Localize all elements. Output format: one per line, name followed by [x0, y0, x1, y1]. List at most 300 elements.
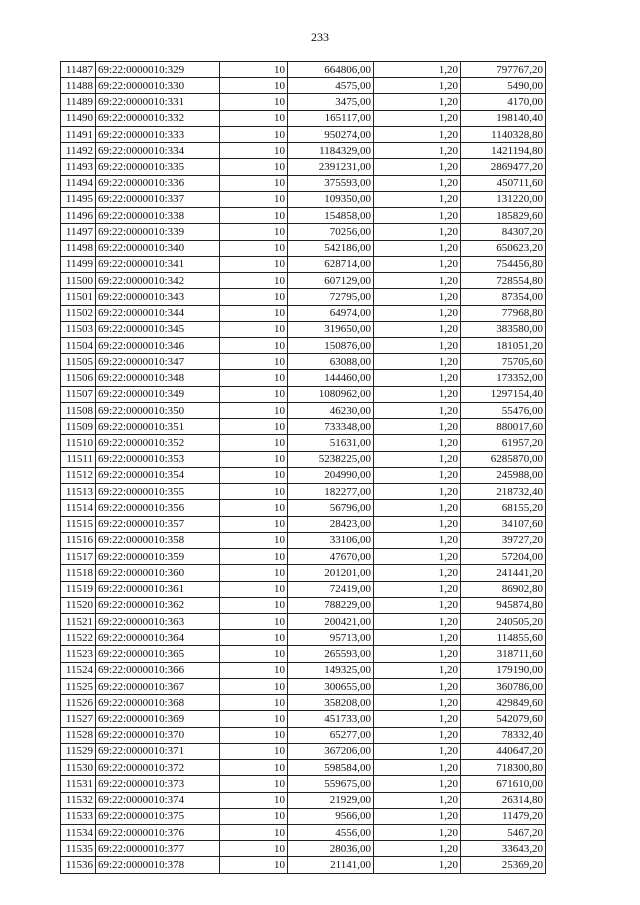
- base-value-cell: 1184329,00: [288, 143, 374, 159]
- coefficient-code-cell: 10: [220, 386, 288, 402]
- cadastral-number-cell: 69:22:0000010:339: [96, 224, 220, 240]
- result-value-cell: 429849,60: [461, 695, 546, 711]
- result-value-cell: 181051,20: [461, 337, 546, 353]
- result-value-cell: 240505,20: [461, 613, 546, 629]
- table-row: [61, 581, 546, 597]
- cadastral-number-cell: 69:22:0000010:344: [96, 305, 220, 321]
- table-row: [61, 484, 546, 500]
- result-value-cell: 78332,40: [461, 727, 546, 743]
- base-value-cell: 72419,00: [288, 581, 374, 597]
- cadastral-number-cell: 69:22:0000010:329: [96, 62, 220, 78]
- table-row: [61, 760, 546, 776]
- cadastral-number-cell: 69:22:0000010:331: [96, 94, 220, 110]
- base-value-cell: 607129,00: [288, 273, 374, 289]
- cadastral-number-cell: 69:22:0000010:357: [96, 516, 220, 532]
- table-row: [61, 62, 546, 78]
- result-value-cell: 218732,40: [461, 484, 546, 500]
- correction-factor-cell: 1,20: [374, 354, 461, 370]
- base-value-cell: 950274,00: [288, 126, 374, 142]
- correction-factor-cell: 1,20: [374, 662, 461, 678]
- result-value-cell: 77968,80: [461, 305, 546, 321]
- cadastral-number-cell: 69:22:0000010:360: [96, 565, 220, 581]
- row-number-cell: 11520: [61, 597, 96, 613]
- coefficient-code-cell: 10: [220, 435, 288, 451]
- cadastral-number-cell: 69:22:0000010:370: [96, 727, 220, 743]
- cadastral-number-cell: 69:22:0000010:346: [96, 337, 220, 353]
- correction-factor-cell: 1,20: [374, 191, 461, 207]
- base-value-cell: 4556,00: [288, 825, 374, 841]
- base-value-cell: 33106,00: [288, 532, 374, 548]
- cadastral-number-cell: 69:22:0000010:337: [96, 191, 220, 207]
- row-number-cell: 11513: [61, 484, 96, 500]
- row-number-cell: 11490: [61, 110, 96, 126]
- coefficient-code-cell: 10: [220, 484, 288, 500]
- base-value-cell: 21929,00: [288, 792, 374, 808]
- cadastral-number-cell: 69:22:0000010:332: [96, 110, 220, 126]
- base-value-cell: 358208,00: [288, 695, 374, 711]
- row-number-cell: 11506: [61, 370, 96, 386]
- coefficient-code-cell: 10: [220, 305, 288, 321]
- coefficient-code-cell: 10: [220, 662, 288, 678]
- correction-factor-cell: 1,20: [374, 597, 461, 613]
- table-row: [61, 143, 546, 159]
- table-row: [61, 711, 546, 727]
- row-number-cell: 11511: [61, 451, 96, 467]
- correction-factor-cell: 1,20: [374, 484, 461, 500]
- row-number-cell: 11534: [61, 825, 96, 841]
- correction-factor-cell: 1,20: [374, 678, 461, 694]
- cadastral-number-cell: 69:22:0000010:364: [96, 630, 220, 646]
- coefficient-code-cell: 10: [220, 678, 288, 694]
- coefficient-code-cell: 10: [220, 792, 288, 808]
- cadastral-number-cell: 69:22:0000010:347: [96, 354, 220, 370]
- cadastral-number-cell: 69:22:0000010:378: [96, 857, 220, 873]
- cadastral-number-cell: 69:22:0000010:349: [96, 386, 220, 402]
- coefficient-code-cell: 10: [220, 597, 288, 613]
- result-value-cell: 84307,20: [461, 224, 546, 240]
- base-value-cell: 21141,00: [288, 857, 374, 873]
- table-row: [61, 435, 546, 451]
- cadastral-number-cell: 69:22:0000010:336: [96, 175, 220, 191]
- row-number-cell: 11522: [61, 630, 96, 646]
- correction-factor-cell: 1,20: [374, 224, 461, 240]
- cadastral-number-cell: 69:22:0000010:353: [96, 451, 220, 467]
- cadastral-number-cell: 69:22:0000010:359: [96, 549, 220, 565]
- correction-factor-cell: 1,20: [374, 565, 461, 581]
- base-value-cell: 56796,00: [288, 500, 374, 516]
- table-row: [61, 337, 546, 353]
- base-value-cell: 28423,00: [288, 516, 374, 532]
- result-value-cell: 185829,60: [461, 208, 546, 224]
- correction-factor-cell: 1,20: [374, 630, 461, 646]
- row-number-cell: 11523: [61, 646, 96, 662]
- base-value-cell: 72795,00: [288, 289, 374, 305]
- table-row: [61, 256, 546, 272]
- cadastral-number-cell: 69:22:0000010:368: [96, 695, 220, 711]
- base-value-cell: 46230,00: [288, 402, 374, 418]
- page-number: 233: [311, 30, 329, 44]
- base-value-cell: 9566,00: [288, 808, 374, 824]
- base-value-cell: 65277,00: [288, 727, 374, 743]
- cadastral-number-cell: 69:22:0000010:343: [96, 289, 220, 305]
- cadastral-number-cell: 69:22:0000010:352: [96, 435, 220, 451]
- row-number-cell: 11497: [61, 224, 96, 240]
- base-value-cell: 265593,00: [288, 646, 374, 662]
- result-value-cell: 39727,20: [461, 532, 546, 548]
- table-row: [61, 208, 546, 224]
- row-number-cell: 11495: [61, 191, 96, 207]
- coefficient-code-cell: 10: [220, 711, 288, 727]
- coefficient-code-cell: 10: [220, 500, 288, 516]
- correction-factor-cell: 1,20: [374, 305, 461, 321]
- correction-factor-cell: 1,20: [374, 857, 461, 873]
- cadastral-number-cell: 69:22:0000010:338: [96, 208, 220, 224]
- row-number-cell: 11493: [61, 159, 96, 175]
- table-row: [61, 825, 546, 841]
- table-row: [61, 94, 546, 110]
- result-value-cell: 33643,20: [461, 841, 546, 857]
- row-number-cell: 11491: [61, 126, 96, 142]
- coefficient-code-cell: 10: [220, 256, 288, 272]
- row-number-cell: 11526: [61, 695, 96, 711]
- table-row: [61, 191, 546, 207]
- base-value-cell: 319650,00: [288, 321, 374, 337]
- result-value-cell: 945874,80: [461, 597, 546, 613]
- row-number-cell: 11508: [61, 402, 96, 418]
- table-row: [61, 776, 546, 792]
- table-row: [61, 224, 546, 240]
- row-number-cell: 11509: [61, 419, 96, 435]
- coefficient-code-cell: 10: [220, 240, 288, 256]
- result-value-cell: 5467,20: [461, 825, 546, 841]
- correction-factor-cell: 1,20: [374, 110, 461, 126]
- correction-factor-cell: 1,20: [374, 841, 461, 857]
- base-value-cell: 204990,00: [288, 467, 374, 483]
- result-value-cell: 360786,00: [461, 678, 546, 694]
- coefficient-code-cell: 10: [220, 630, 288, 646]
- table-row: [61, 386, 546, 402]
- correction-factor-cell: 1,20: [374, 695, 461, 711]
- table-row: [61, 175, 546, 191]
- base-value-cell: 664806,00: [288, 62, 374, 78]
- cadastral-number-cell: 69:22:0000010:355: [96, 484, 220, 500]
- row-number-cell: 11507: [61, 386, 96, 402]
- result-value-cell: 25369,20: [461, 857, 546, 873]
- cadastral-number-cell: 69:22:0000010:348: [96, 370, 220, 386]
- row-number-cell: 11503: [61, 321, 96, 337]
- cadastral-number-cell: 69:22:0000010:372: [96, 760, 220, 776]
- coefficient-code-cell: 10: [220, 419, 288, 435]
- result-value-cell: 383580,00: [461, 321, 546, 337]
- row-number-cell: 11500: [61, 273, 96, 289]
- result-value-cell: 26314,80: [461, 792, 546, 808]
- table-row: [61, 240, 546, 256]
- result-value-cell: 1140328,80: [461, 126, 546, 142]
- row-number-cell: 11531: [61, 776, 96, 792]
- table-row: [61, 727, 546, 743]
- coefficient-code-cell: 10: [220, 110, 288, 126]
- cadastral-number-cell: 69:22:0000010:330: [96, 78, 220, 94]
- result-value-cell: 55476,00: [461, 402, 546, 418]
- coefficient-code-cell: 10: [220, 208, 288, 224]
- result-value-cell: 114855,60: [461, 630, 546, 646]
- cadastral-number-cell: 69:22:0000010:377: [96, 841, 220, 857]
- table-row: [61, 419, 546, 435]
- base-value-cell: 1080962,00: [288, 386, 374, 402]
- result-value-cell: 1421194,80: [461, 143, 546, 159]
- correction-factor-cell: 1,20: [374, 516, 461, 532]
- base-value-cell: 200421,00: [288, 613, 374, 629]
- table-row: [61, 792, 546, 808]
- row-number-cell: 11525: [61, 678, 96, 694]
- coefficient-code-cell: 10: [220, 808, 288, 824]
- base-value-cell: 2391231,00: [288, 159, 374, 175]
- base-value-cell: 542186,00: [288, 240, 374, 256]
- row-number-cell: 11532: [61, 792, 96, 808]
- cadastral-number-cell: 69:22:0000010:354: [96, 467, 220, 483]
- cadastral-number-cell: 69:22:0000010:376: [96, 825, 220, 841]
- correction-factor-cell: 1,20: [374, 386, 461, 402]
- result-value-cell: 57204,00: [461, 549, 546, 565]
- base-value-cell: 628714,00: [288, 256, 374, 272]
- coefficient-code-cell: 10: [220, 159, 288, 175]
- result-value-cell: 4170,00: [461, 94, 546, 110]
- row-number-cell: 11515: [61, 516, 96, 532]
- cadastral-number-cell: 69:22:0000010:358: [96, 532, 220, 548]
- correction-factor-cell: 1,20: [374, 451, 461, 467]
- base-value-cell: 182277,00: [288, 484, 374, 500]
- correction-factor-cell: 1,20: [374, 143, 461, 159]
- cadastral-number-cell: 69:22:0000010:363: [96, 613, 220, 629]
- coefficient-code-cell: 10: [220, 273, 288, 289]
- coefficient-code-cell: 10: [220, 337, 288, 353]
- result-value-cell: 542079,60: [461, 711, 546, 727]
- cadastral-value-table: [60, 61, 546, 874]
- base-value-cell: 70256,00: [288, 224, 374, 240]
- base-value-cell: 64974,00: [288, 305, 374, 321]
- row-number-cell: 11517: [61, 549, 96, 565]
- row-number-cell: 11519: [61, 581, 96, 597]
- correction-factor-cell: 1,20: [374, 240, 461, 256]
- correction-factor-cell: 1,20: [374, 273, 461, 289]
- base-value-cell: 300655,00: [288, 678, 374, 694]
- row-number-cell: 11504: [61, 337, 96, 353]
- base-value-cell: 150876,00: [288, 337, 374, 353]
- row-number-cell: 11535: [61, 841, 96, 857]
- table-row: [61, 305, 546, 321]
- table-row: [61, 613, 546, 629]
- coefficient-code-cell: 10: [220, 727, 288, 743]
- correction-factor-cell: 1,20: [374, 711, 461, 727]
- table-row: [61, 565, 546, 581]
- coefficient-code-cell: 10: [220, 565, 288, 581]
- cadastral-number-cell: 69:22:0000010:335: [96, 159, 220, 175]
- table-row: [61, 110, 546, 126]
- result-value-cell: 450711,60: [461, 175, 546, 191]
- cadastral-number-cell: 69:22:0000010:366: [96, 662, 220, 678]
- table-row: [61, 532, 546, 548]
- coefficient-code-cell: 10: [220, 175, 288, 191]
- result-value-cell: 131220,00: [461, 191, 546, 207]
- coefficient-code-cell: 10: [220, 62, 288, 78]
- result-value-cell: 718300,80: [461, 760, 546, 776]
- result-value-cell: 173352,00: [461, 370, 546, 386]
- correction-factor-cell: 1,20: [374, 549, 461, 565]
- row-number-cell: 11524: [61, 662, 96, 678]
- coefficient-code-cell: 10: [220, 841, 288, 857]
- result-value-cell: 61957,20: [461, 435, 546, 451]
- result-value-cell: 650623,20: [461, 240, 546, 256]
- table-row: [61, 273, 546, 289]
- table-row: [61, 321, 546, 337]
- row-number-cell: 11502: [61, 305, 96, 321]
- table-row: [61, 597, 546, 613]
- cadastral-number-cell: 69:22:0000010:367: [96, 678, 220, 694]
- row-number-cell: 11518: [61, 565, 96, 581]
- correction-factor-cell: 1,20: [374, 78, 461, 94]
- correction-factor-cell: 1,20: [374, 419, 461, 435]
- table-row: [61, 289, 546, 305]
- result-value-cell: 68155,20: [461, 500, 546, 516]
- correction-factor-cell: 1,20: [374, 760, 461, 776]
- cadastral-number-cell: 69:22:0000010:356: [96, 500, 220, 516]
- coefficient-code-cell: 10: [220, 857, 288, 873]
- cadastral-number-cell: 69:22:0000010:350: [96, 402, 220, 418]
- base-value-cell: 154858,00: [288, 208, 374, 224]
- coefficient-code-cell: 10: [220, 532, 288, 548]
- correction-factor-cell: 1,20: [374, 175, 461, 191]
- cadastral-number-cell: 69:22:0000010:333: [96, 126, 220, 142]
- result-value-cell: 245988,00: [461, 467, 546, 483]
- table-row: [61, 857, 546, 873]
- coefficient-code-cell: 10: [220, 78, 288, 94]
- cadastral-number-cell: 69:22:0000010:365: [96, 646, 220, 662]
- correction-factor-cell: 1,20: [374, 808, 461, 824]
- base-value-cell: 165117,00: [288, 110, 374, 126]
- row-number-cell: 11487: [61, 62, 96, 78]
- coefficient-code-cell: 10: [220, 402, 288, 418]
- table-row: [61, 549, 546, 565]
- result-value-cell: 754456,80: [461, 256, 546, 272]
- base-value-cell: 451733,00: [288, 711, 374, 727]
- correction-factor-cell: 1,20: [374, 62, 461, 78]
- row-number-cell: 11514: [61, 500, 96, 516]
- base-value-cell: 788229,00: [288, 597, 374, 613]
- cadastral-number-cell: 69:22:0000010:375: [96, 808, 220, 824]
- table-row: [61, 808, 546, 824]
- result-value-cell: 728554,80: [461, 273, 546, 289]
- cadastral-number-cell: 69:22:0000010:345: [96, 321, 220, 337]
- correction-factor-cell: 1,20: [374, 94, 461, 110]
- correction-factor-cell: 1,20: [374, 159, 461, 175]
- coefficient-code-cell: 10: [220, 224, 288, 240]
- row-number-cell: 11521: [61, 613, 96, 629]
- coefficient-code-cell: 10: [220, 516, 288, 532]
- table-row: [61, 662, 546, 678]
- coefficient-code-cell: 10: [220, 94, 288, 110]
- result-value-cell: 440647,20: [461, 743, 546, 759]
- cadastral-number-cell: 69:22:0000010:373: [96, 776, 220, 792]
- row-number-cell: 11496: [61, 208, 96, 224]
- coefficient-code-cell: 10: [220, 321, 288, 337]
- base-value-cell: 4575,00: [288, 78, 374, 94]
- base-value-cell: 733348,00: [288, 419, 374, 435]
- table-row: [61, 78, 546, 94]
- result-value-cell: 87354,00: [461, 289, 546, 305]
- table-row: [61, 630, 546, 646]
- base-value-cell: 375593,00: [288, 175, 374, 191]
- base-value-cell: 47670,00: [288, 549, 374, 565]
- coefficient-code-cell: 10: [220, 581, 288, 597]
- table-row: [61, 159, 546, 175]
- cadastral-number-cell: 69:22:0000010:340: [96, 240, 220, 256]
- result-value-cell: 1297154,40: [461, 386, 546, 402]
- table-row: [61, 743, 546, 759]
- correction-factor-cell: 1,20: [374, 825, 461, 841]
- table-body: [61, 62, 546, 874]
- result-value-cell: 797767,20: [461, 62, 546, 78]
- row-number-cell: 11536: [61, 857, 96, 873]
- correction-factor-cell: 1,20: [374, 646, 461, 662]
- correction-factor-cell: 1,20: [374, 613, 461, 629]
- table-row: [61, 695, 546, 711]
- coefficient-code-cell: 10: [220, 451, 288, 467]
- result-value-cell: 880017,60: [461, 419, 546, 435]
- coefficient-code-cell: 10: [220, 126, 288, 142]
- correction-factor-cell: 1,20: [374, 337, 461, 353]
- table-row: [61, 402, 546, 418]
- coefficient-code-cell: 10: [220, 467, 288, 483]
- cadastral-number-cell: 69:22:0000010:371: [96, 743, 220, 759]
- table-row: [61, 467, 546, 483]
- result-value-cell: 34107,60: [461, 516, 546, 532]
- base-value-cell: 63088,00: [288, 354, 374, 370]
- base-value-cell: 28036,00: [288, 841, 374, 857]
- correction-factor-cell: 1,20: [374, 208, 461, 224]
- cadastral-number-cell: 69:22:0000010:342: [96, 273, 220, 289]
- coefficient-code-cell: 10: [220, 191, 288, 207]
- base-value-cell: 598584,00: [288, 760, 374, 776]
- coefficient-code-cell: 10: [220, 370, 288, 386]
- coefficient-code-cell: 10: [220, 695, 288, 711]
- correction-factor-cell: 1,20: [374, 727, 461, 743]
- row-number-cell: 11492: [61, 143, 96, 159]
- correction-factor-cell: 1,20: [374, 500, 461, 516]
- cadastral-number-cell: 69:22:0000010:374: [96, 792, 220, 808]
- correction-factor-cell: 1,20: [374, 743, 461, 759]
- table-row: [61, 126, 546, 142]
- coefficient-code-cell: 10: [220, 143, 288, 159]
- row-number-cell: 11501: [61, 289, 96, 305]
- table-row: [61, 451, 546, 467]
- base-value-cell: 149325,00: [288, 662, 374, 678]
- result-value-cell: 318711,60: [461, 646, 546, 662]
- row-number-cell: 11488: [61, 78, 96, 94]
- row-number-cell: 11512: [61, 467, 96, 483]
- base-value-cell: 201201,00: [288, 565, 374, 581]
- correction-factor-cell: 1,20: [374, 467, 461, 483]
- correction-factor-cell: 1,20: [374, 289, 461, 305]
- table-row: [61, 500, 546, 516]
- correction-factor-cell: 1,20: [374, 792, 461, 808]
- base-value-cell: 5238225,00: [288, 451, 374, 467]
- row-number-cell: 11528: [61, 727, 96, 743]
- coefficient-code-cell: 10: [220, 549, 288, 565]
- coefficient-code-cell: 10: [220, 776, 288, 792]
- row-number-cell: 11494: [61, 175, 96, 191]
- row-number-cell: 11489: [61, 94, 96, 110]
- correction-factor-cell: 1,20: [374, 776, 461, 792]
